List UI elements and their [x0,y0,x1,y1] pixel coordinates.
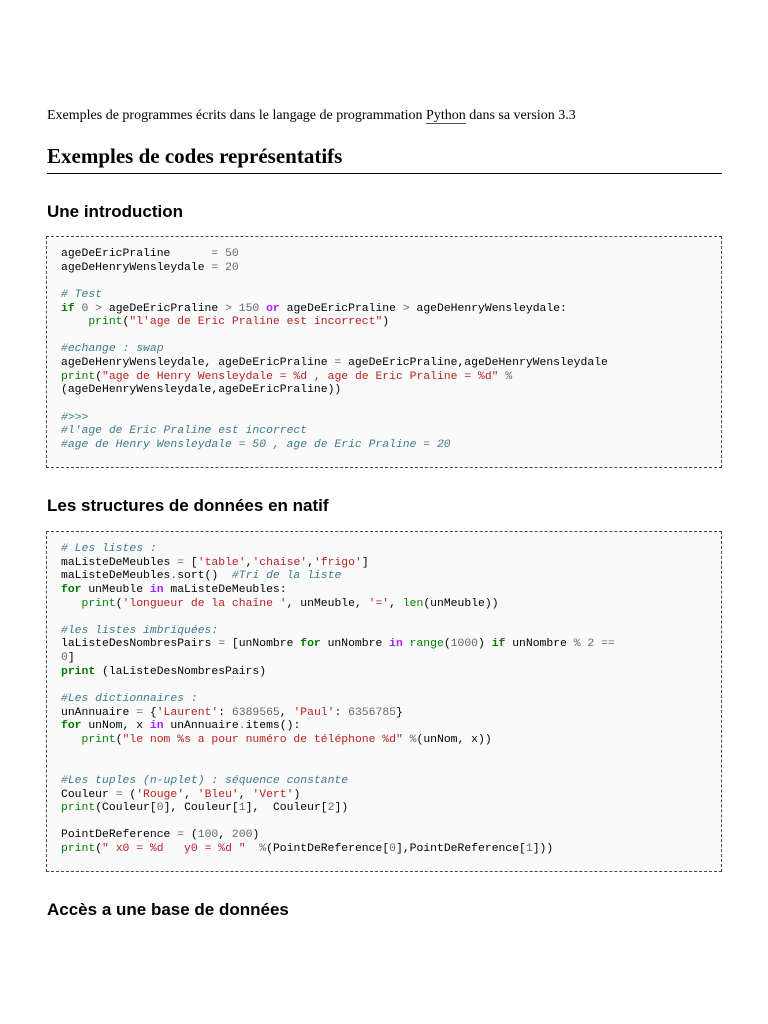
code-token: #l'age de Eric Praline est incorrect [61,425,308,438]
code-line [61,775,721,789]
code-token: > [402,302,417,315]
code-token: = [177,556,191,569]
code-token: , [245,556,253,569]
code-token: : [218,706,232,719]
code-token: 0 [81,302,96,315]
code-line [61,748,721,762]
code-line [61,357,721,371]
code-token: ( [443,638,451,651]
code-line [61,330,721,344]
code-token: print [81,597,116,610]
intro-text-end: dans sa version 3.3 [465,108,576,123]
code-token: ] [67,652,75,665]
code-token: [unNombre [231,638,301,651]
code-token: 'Vert' [252,788,294,801]
code-line [61,425,721,439]
code-token: ], Couleur[ [245,802,328,815]
code-line [61,412,721,426]
code-token: 150 [238,302,267,315]
code-token: unNombre [512,638,574,651]
code-token: 6356785 [348,706,396,719]
code-token: "le nom %s a pour numéro de téléphone %d" [122,733,410,746]
code-token: ( [122,316,130,329]
code-token: if [491,638,513,651]
code-token: 1 [525,843,533,856]
code-token: "age de Henry Wensleydale = %d , age de Eric Praline = %d" [102,370,506,383]
code-token: 'Paul' [293,706,335,719]
code-token: , unMeuble, [286,597,369,610]
code-token: #age de Henry Wensleydale = 50 , age de Eric Praline = 20 [61,438,451,451]
code-token: #Les dictionnaires : [61,693,198,706]
intro-text: Exemples de programmes écrits dans le langage de programmation [47,108,427,123]
code-line [61,625,721,639]
code-token: ) [382,316,390,329]
section-heading-introduction: Une introduction [47,202,183,221]
code-token: #echange : swap [61,343,164,356]
code-token: "l'age de Eric Praline est incorrect" [129,316,383,329]
code-line [61,693,721,707]
code-token: ) [252,829,260,842]
code-token: 'table' [197,556,246,569]
code-token: for [61,720,89,733]
code-token: unMeuble [88,583,150,596]
code-token: , [238,788,253,801]
code-token: ageDeEricPraline [108,302,226,315]
code-token: len [402,597,424,610]
code-token: ( [95,370,103,383]
code-token: #Tri de la liste [231,570,342,583]
code-line [61,262,721,276]
code-token: ], Couleur[ [163,802,239,815]
code-token: = [115,788,130,801]
code-token: ageDeHenryWensleydale: [416,302,567,315]
code-token: maListeDeMeubles [61,570,171,583]
code-line [61,720,721,734]
code-token: ( [115,733,123,746]
code-token: (unNom, x)) [416,733,492,746]
code-token: 100 [197,829,219,842]
code-token: , [389,597,403,610]
code-token: in [149,720,171,733]
code-token: range [409,638,444,651]
code-block-introduction [46,236,722,468]
python-link[interactable]: Python [426,108,466,123]
code-token: 0 [156,802,164,815]
code-token: #Les tuples (n-uplet) : séquence constante [61,774,349,787]
code-line [61,570,721,584]
code-token: = [177,829,191,842]
code-token: '=' [368,597,390,610]
code-token: ],PointDeReference[ [396,843,526,856]
code-token: 0 [389,843,396,856]
code-token: ageDeHenryWensleydale, ageDeEricPraline [61,357,335,370]
code-token: } [396,706,403,719]
code-token: ageDeEricPraline [286,302,403,315]
code-token: maListeDeMeubles [61,556,178,569]
code-token: [ [190,556,198,569]
code-token: ageDeEricPraline,ageDeHenryWensleydale [348,357,608,370]
code-token [61,316,88,328]
code-token: (Couleur[ [95,802,157,815]
code-token: { [149,706,157,719]
code-token: ageDeHenryWensleydale [61,261,212,274]
code-token: if [61,302,82,315]
code-token: > [225,302,239,315]
code-token: ) [293,788,301,801]
code-line [61,829,721,843]
code-line [61,303,721,317]
code-token: print [61,843,96,856]
code-line [61,398,721,412]
code-token: 0 [61,652,68,665]
code-token: maListeDeMeubles: [170,583,287,596]
code-line [61,638,721,652]
code-line [61,275,721,289]
code-line [61,557,721,571]
code-token: 'chaise' [252,556,308,569]
code-token: #les listes imbriquées: [61,624,219,637]
code-token: (ageDeHenryWensleydale,ageDeEricPraline)) [61,384,342,397]
code-token: , [184,788,198,801]
code-line [61,439,721,453]
code-token: : [334,706,349,719]
code-token: 2 [327,802,335,815]
code-token: (unMeuble)) [423,597,499,610]
code-line [61,543,721,557]
code-line [61,707,721,721]
code-token: sort() [177,570,232,583]
code-token: ) [478,638,492,651]
code-token: = [211,261,226,274]
code-line [61,734,721,748]
code-token: print [61,370,96,383]
code-line [61,679,721,693]
code-token: 50 [225,248,239,260]
code-token: 200 [231,829,253,842]
code-token: PointDeReference [61,829,178,842]
page-title: Exemples de codes représentatifs [47,142,722,174]
code-token: = [218,638,232,651]
code-line [61,316,721,330]
code-token: = [334,357,349,370]
code-token: % [259,843,267,856]
code-token: Couleur [61,788,116,801]
code-line [61,289,721,303]
code-token: . [238,720,246,733]
code-line [61,611,721,625]
code-line [61,343,721,357]
code-token: (PointDeReference[ [266,843,390,856]
code-token: ageDeEricPraline [61,248,212,260]
section-heading-structures: Les structures de données en natif [47,496,329,515]
code-token: ])) [532,843,554,856]
code-line [61,761,721,775]
code-token: for [61,583,89,596]
code-token: 6389565 [231,706,280,719]
code-token: 'Rouge' [136,788,185,801]
code-token: 'Bleu' [197,788,239,801]
code-token: print [61,665,103,678]
code-token: unNom, x [88,720,150,733]
code-token: unAnnuaire [61,706,137,719]
code-token: in [149,583,171,596]
section-heading-database: Accès a une base de données [47,900,289,919]
code-token: % [409,733,417,746]
code-token: ] [361,556,369,569]
code-token: ( [95,843,103,856]
code-token: " x0 = %d y0 = %d " [102,843,253,856]
code-token: for [300,638,328,651]
code-token [61,598,82,610]
code-token: unAnnuaire [170,720,239,733]
code-line [61,816,721,830]
code-token: ( [129,788,137,801]
code-token: == [601,638,615,651]
code-line [61,652,721,666]
code-line [61,789,721,803]
code-token: 20 [225,261,239,274]
code-token: = [136,706,150,719]
code-line [61,248,721,262]
code-token [61,734,82,746]
code-token: = [211,248,226,260]
code-token: # Test [61,288,103,301]
code-line [61,384,721,398]
code-token: 1000 [450,638,479,651]
code-token: (laListeDesNombresPairs) [102,665,267,678]
code-token: laListeDesNombresPairs [61,638,219,651]
code-token: print [61,802,96,815]
code-token: 'Laurent' [156,706,219,719]
code-token: print [81,733,116,746]
code-line [61,843,721,857]
code-token: 1 [238,802,246,815]
code-token: items(): [245,720,301,733]
code-token: , [279,706,294,719]
code-token: . [170,570,178,583]
code-token: #>>> [61,411,89,424]
code-token: print [88,316,123,329]
code-line [61,666,721,680]
code-token: in [389,638,410,651]
code-token: unNombre [327,638,390,651]
code-token: , [218,829,232,842]
code-line [61,584,721,598]
code-token: 2 [587,638,602,651]
code-line [61,598,721,612]
code-token: ]) [334,802,349,815]
code-token: % [573,638,588,651]
intro-paragraph [47,106,727,126]
code-token: , [307,556,314,569]
code-token: ( [190,829,198,842]
code-token: or [266,302,287,315]
code-token: ( [115,597,123,610]
code-token: 'frigo' [313,556,362,569]
code-token: 'longueur de la chaîne ' [122,597,287,610]
code-block-structures [46,531,722,872]
code-line [61,371,721,385]
code-token: > [95,302,109,315]
code-token: % [505,370,513,383]
code-token: # Les listes : [61,543,157,555]
code-line [61,802,721,816]
